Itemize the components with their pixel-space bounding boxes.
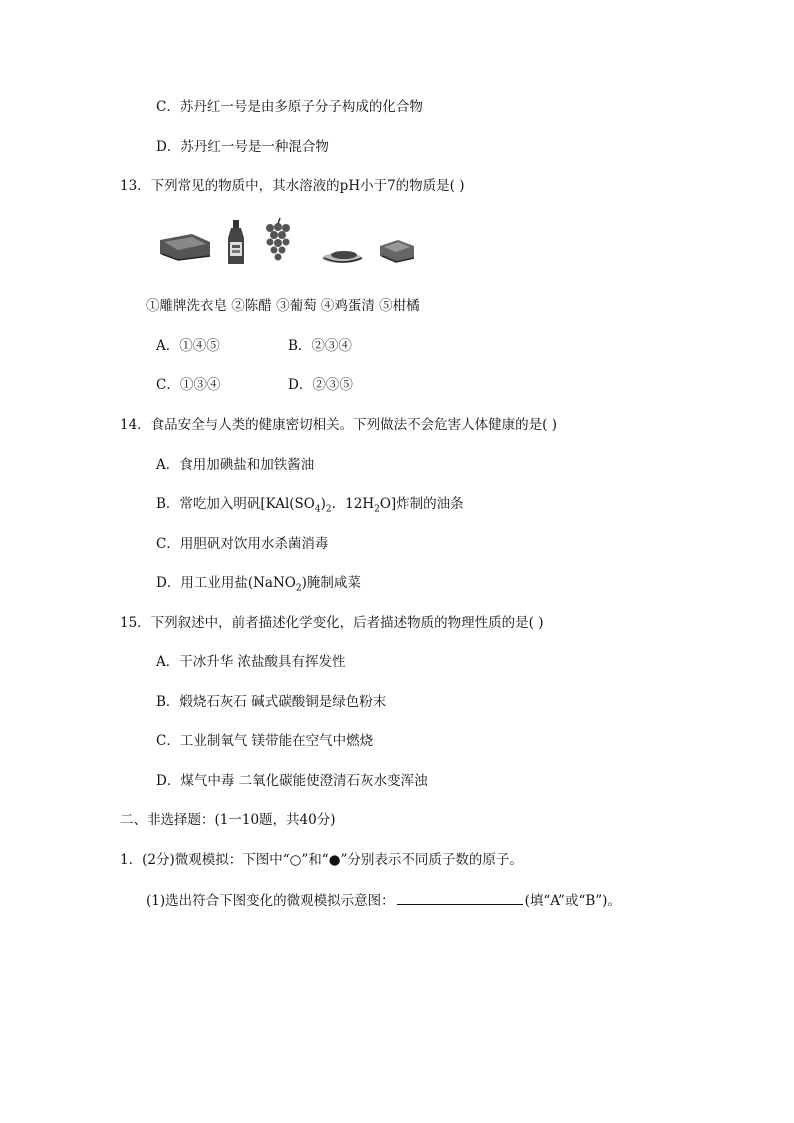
section-heading: 二、非选择题：(1一10题，共40分) <box>120 812 336 828</box>
q13-option-a: A．①④⑤ <box>156 338 220 354</box>
answer-blank[interactable] <box>397 890 523 905</box>
q15-stem: 15．下列叙述中，前者描述化学变化，后者描述物质的物理性质的是( ) <box>120 615 544 631</box>
q14-stem: 14．食品安全与人类的健康密切相关。下列做法不会危害人体健康的是( ) <box>120 417 558 433</box>
q14-option-c: C．用胆矾对饮用水杀菌消毒 <box>156 536 329 552</box>
q14-option-a: A．食用加碘盐和加铁酱油 <box>156 457 315 473</box>
q13-items-illustration <box>158 216 416 272</box>
q1-subquestion-1: (1)选出符合下图变化的微观模拟示意图： (填“A”或“B”)。 <box>146 890 621 910</box>
q15-option-a: A．干冰升华 浓盐酸具有挥发性 <box>156 654 346 670</box>
grapes-icon <box>266 218 290 261</box>
q1-stem: 1．(2分)微观模拟：下图中“○”和“●”分别表示不同质子数的原子。 <box>120 852 523 868</box>
q12-option-c: C．苏丹红一号是由多原子分子构成的化合物 <box>156 99 423 115</box>
q15-option-b: B．煅烧石灰石 碱式碳酸铜是绿色粉末 <box>156 694 387 710</box>
q12-option-d: D．苏丹红一号是一种混合物 <box>156 139 329 155</box>
q13-items-list: ①雕牌洗衣皂 ②陈醋 ③葡萄 ④鸡蛋清 ⑤柑橘 <box>146 298 420 314</box>
q15-option-d: D．煤气中毒 二氧化碳能使澄清石灰水变浑浊 <box>156 773 428 789</box>
soap-bar-icon <box>160 234 210 260</box>
q13-option-d: D．②③⑤ <box>288 377 353 393</box>
q14-option-b: B．常吃加入明矾[$KAl(SO_4)_2$．$12H_2O$]炸制的油条 <box>156 496 464 515</box>
q14-option-d: D．用工业用盐(NaNO$_2$)腌制咸菜 <box>156 575 361 594</box>
q13-option-b: B．②③④ <box>288 338 352 354</box>
q13-option-c: C．①③④ <box>156 377 221 393</box>
tangerine-icon <box>380 240 414 262</box>
egg-white-icon <box>322 251 362 263</box>
q15-option-c: C．工业制氧气 镁带能在空气中燃烧 <box>156 733 374 749</box>
q13-stem: 13．下列常见的物质中，其水溶液的pH小于7的物质是( ) <box>120 178 465 194</box>
vinegar-bottle-icon <box>228 220 244 264</box>
